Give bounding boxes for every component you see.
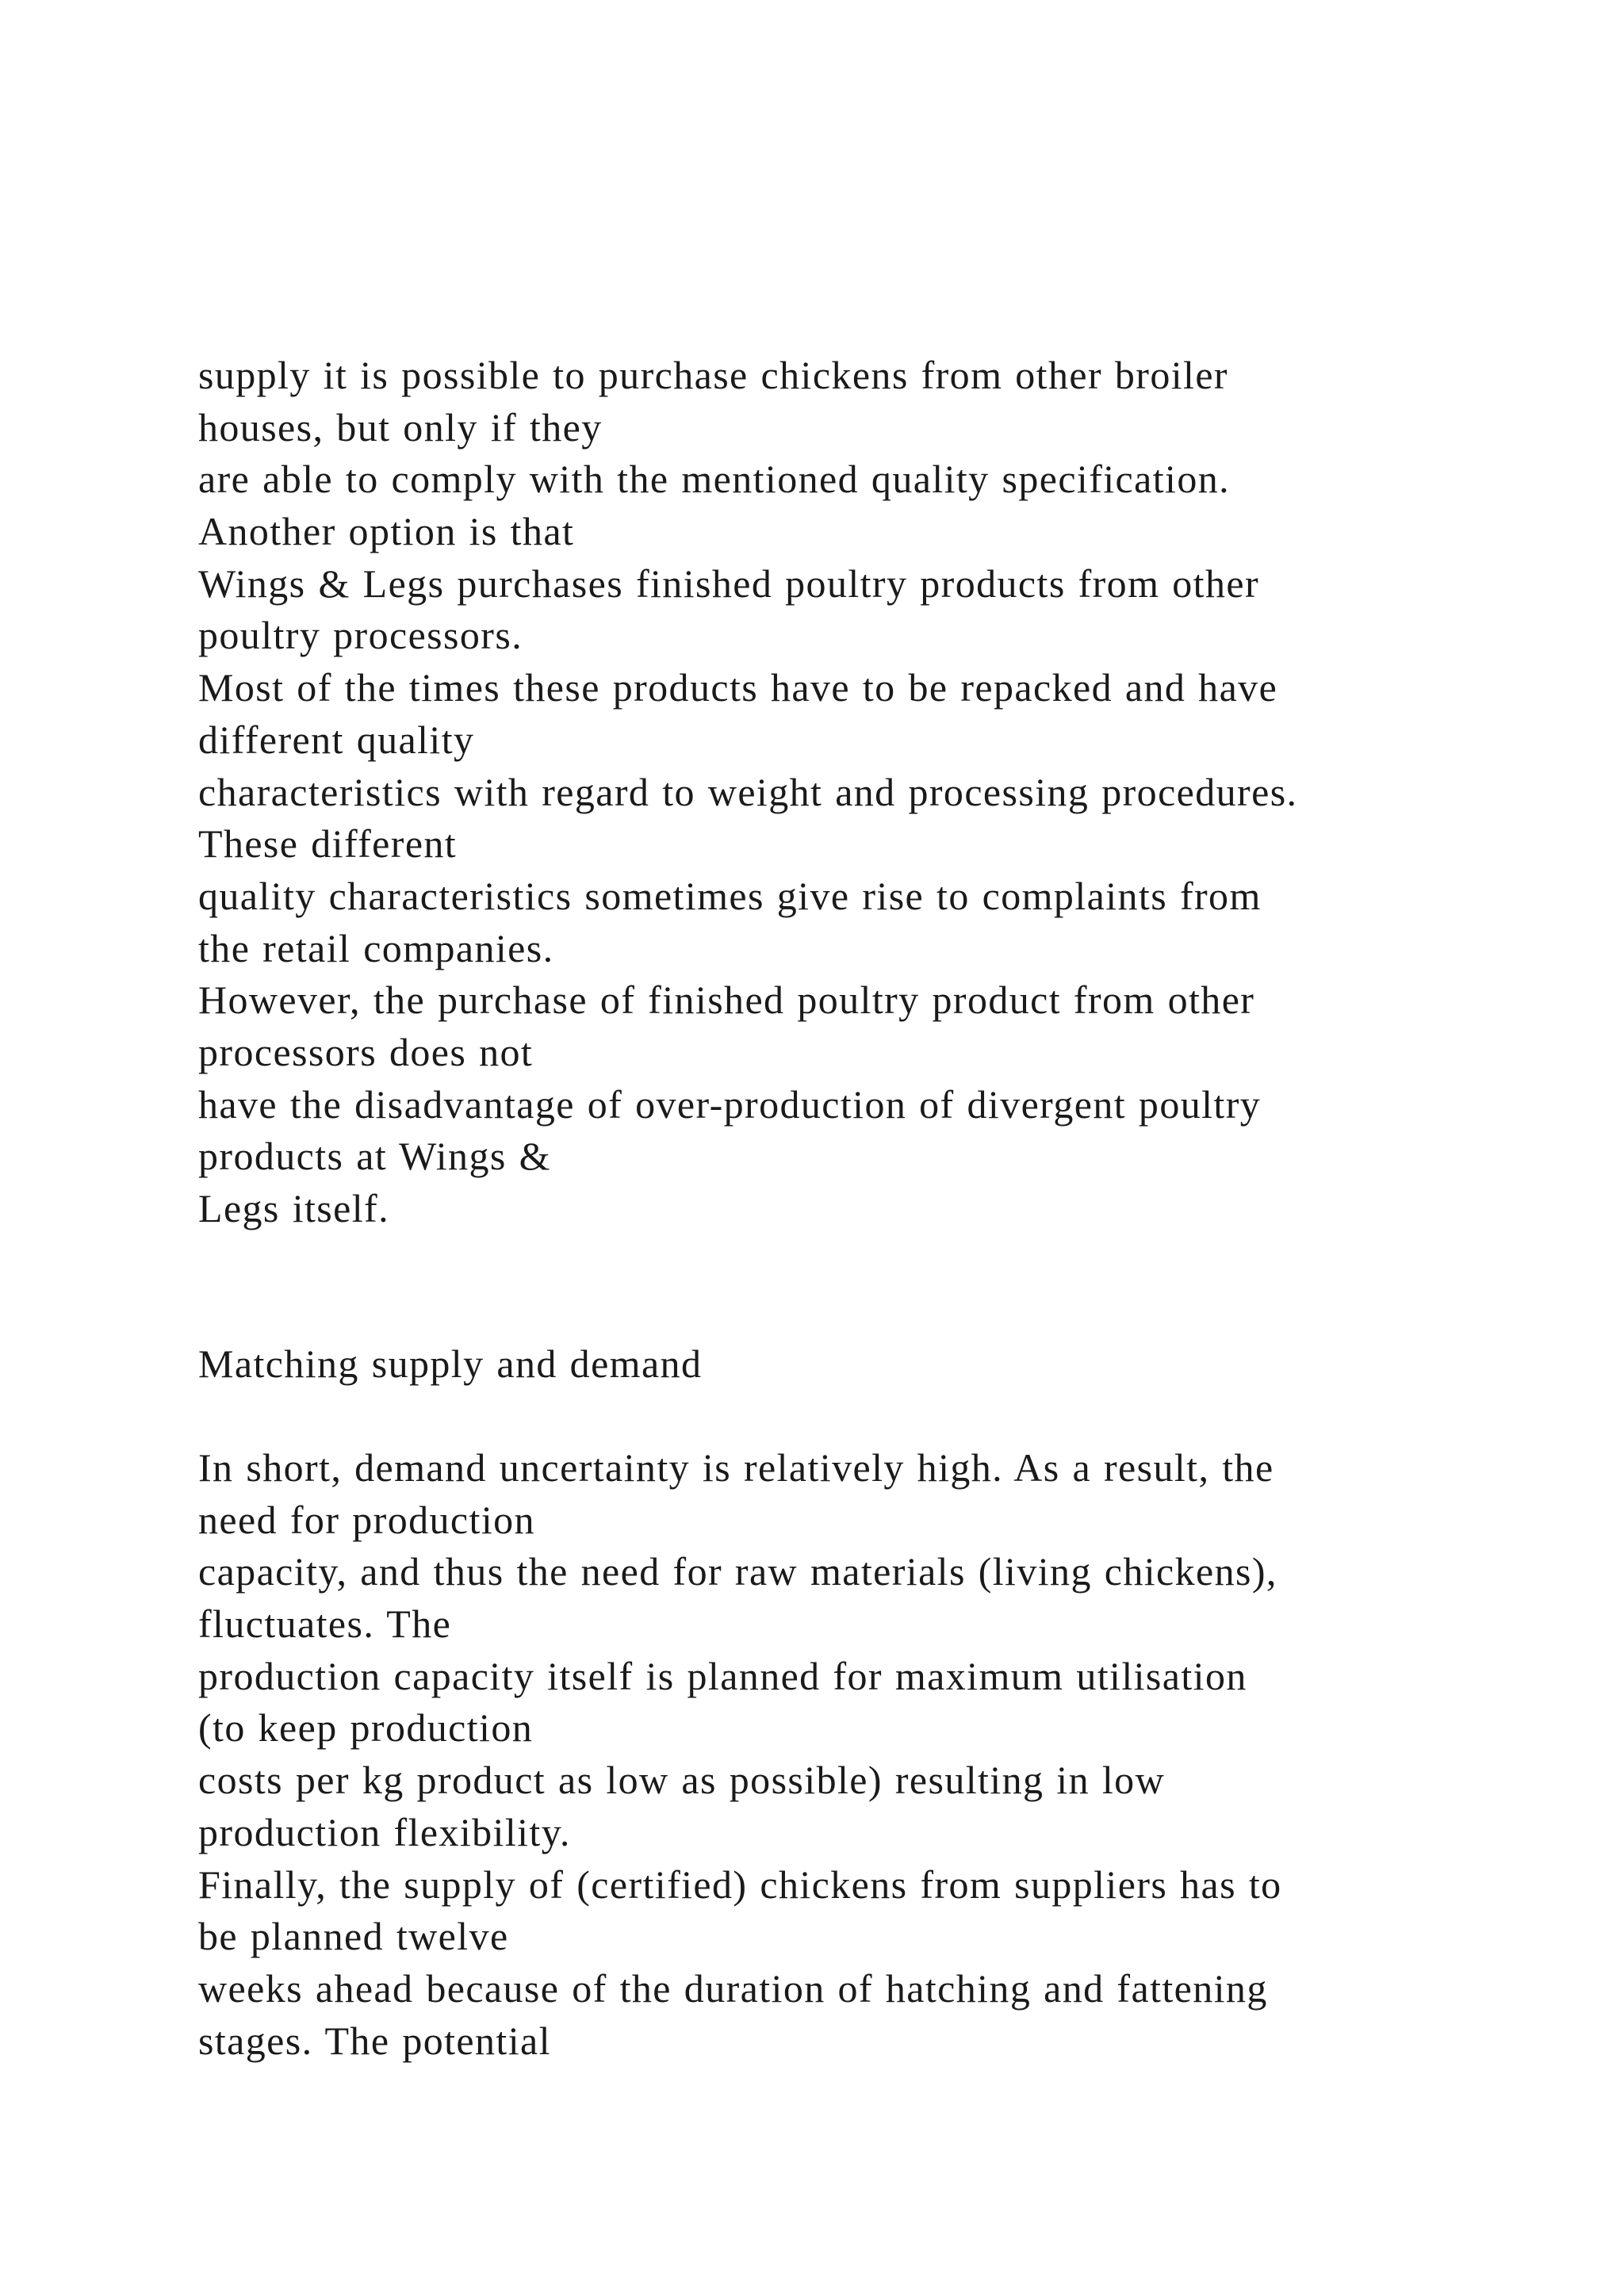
text-line: the retail companies.	[198, 925, 554, 970]
text-line: capacity, and thus the need for raw materials (living chickens),	[198, 1549, 1277, 1594]
text-line: need for production	[198, 1497, 535, 1542]
text-line: Most of the times these products have to be repacked and have	[198, 665, 1278, 710]
text-line: fluctuates. The	[198, 1601, 452, 1647]
section-heading-text: Matching supply and demand	[198, 1341, 703, 1386]
text-line: stages. The potential	[198, 2018, 551, 2063]
text-line: poultry processors.	[198, 613, 523, 658]
text-line: Another option is that	[198, 509, 575, 554]
text-line: supply it is possible to purchase chickens from other broiler	[198, 353, 1228, 397]
text-line: be planned twelve	[198, 1914, 509, 1959]
text-line: Legs itself.	[198, 1186, 389, 1230]
paragraph-2	[198, 1442, 1546, 2067]
text-line: have the disadvantage of over-production of divergent poultry	[198, 1081, 1262, 1127]
text-line: costs per kg product as low as possible) resulting in low	[198, 1758, 1166, 1803]
text-line: Wings & Legs purchases finished poultry products from other	[198, 561, 1260, 606]
text-line: However, the purchase of finished poultry product from other	[198, 978, 1255, 1023]
text-line: are able to comply with the mentioned quality specification.	[198, 457, 1231, 502]
text-line: quality characteristics sometimes give rise to complaints from	[198, 873, 1262, 918]
text-line: characteristics with regard to weight and processing procedures.	[198, 769, 1298, 814]
text-line: weeks ahead because of the duration of hatching and fattening	[198, 1965, 1268, 2011]
text-line: (to keep production	[198, 1705, 534, 1751]
text-line: houses, but only if they	[198, 404, 603, 450]
text-line: Finally, the supply of (certified) chickens from suppliers has to	[198, 1862, 1282, 1907]
text-line: In short, demand uncertainty is relatively high. As a result, the	[198, 1445, 1274, 1490]
paragraph-1	[198, 350, 1546, 1235]
text-line: production capacity itself is planned for maximum utilisation	[198, 1653, 1247, 1698]
text-line: processors does not	[198, 1029, 534, 1074]
text-line: products at Wings &	[198, 1134, 551, 1179]
text-line: production flexibility.	[198, 1809, 571, 1854]
section-heading	[198, 1338, 1546, 1391]
text-line: different quality	[198, 717, 475, 762]
text-line: These different	[198, 821, 458, 867]
